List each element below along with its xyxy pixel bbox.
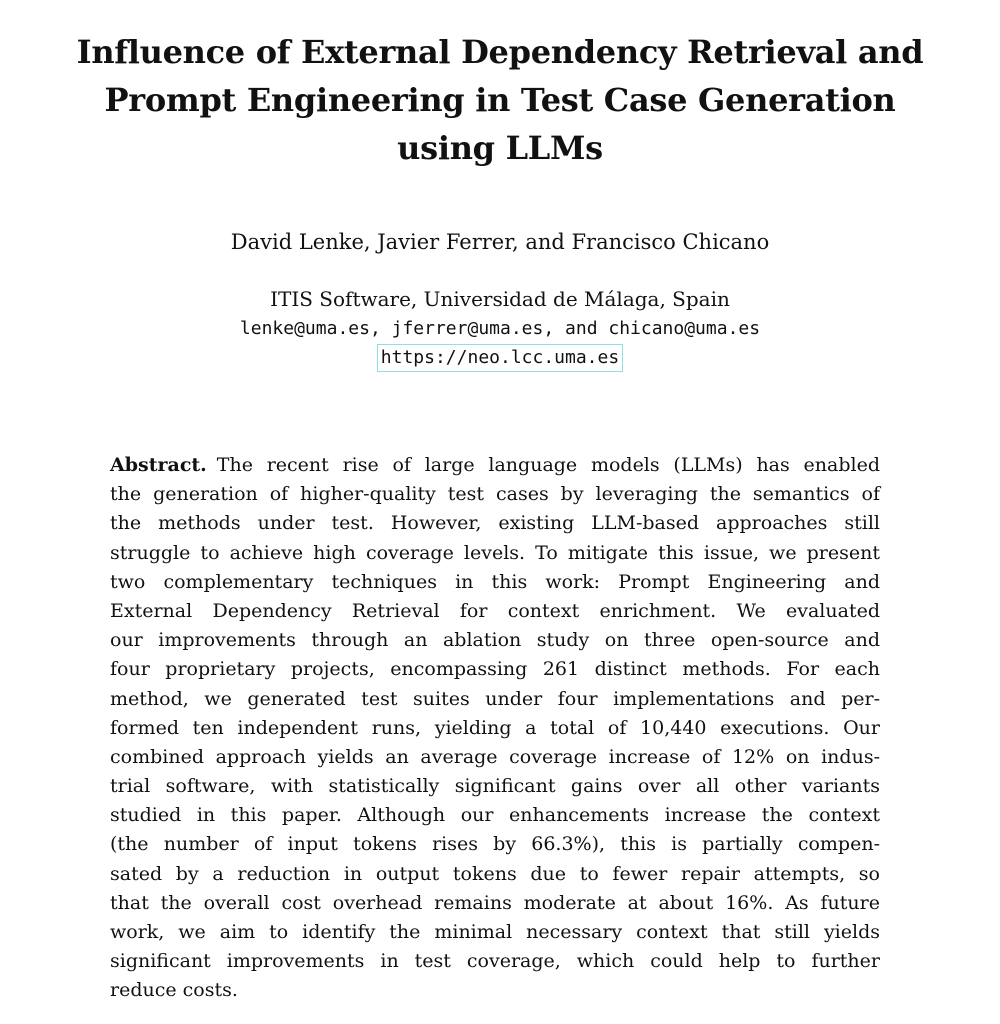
affiliation: ITIS Software, Universidad de Málaga, Spain bbox=[270, 287, 730, 311]
title-line-3: using LLMs bbox=[397, 129, 603, 167]
abstract-line: External Dependency Retrieval for context enrichment. We evaluated bbox=[110, 599, 880, 622]
abstract-line: formed ten independent runs, yielding a total of 10,440 executions. Our bbox=[110, 716, 880, 739]
abstract-line: work, we aim to identify the minimal necessary context that still yields bbox=[110, 921, 880, 943]
abstract-line: trial software, with statistically significant gains over all other variants bbox=[110, 775, 880, 798]
abstract-line: that the overall cost overhead remains moderate at about 16%. As future bbox=[110, 891, 880, 914]
abstract-line: (the number of input tokens rises by 66.3%), this is partially compen- bbox=[110, 833, 880, 856]
author-emails: lenke@uma.es, jferrer@uma.es, and chicano@uma.es bbox=[239, 318, 761, 339]
author-list: David Lenke, Javier Ferrer, and Francisco Chicano bbox=[230, 230, 770, 254]
url-container bbox=[0, 344, 1000, 372]
abstract-line: our improvements through an ablation study on three open-source and bbox=[110, 629, 880, 652]
abstract-line: significant improvements in test coverage, which could help to further bbox=[110, 950, 880, 973]
title-line-2: Prompt Engineering in Test Case Generation bbox=[104, 81, 896, 119]
abstract-line: the generation of higher-quality test cases by leveraging the semantics of bbox=[110, 483, 880, 506]
abstract-line: the methods under test. However, existing LLM-based approaches still bbox=[110, 512, 880, 535]
abstract-line: reduce costs. bbox=[110, 979, 238, 1002]
abstract-line: studied in this paper. Although our enhancements increase the context bbox=[110, 804, 880, 827]
abstract-line: struggle to achieve high coverage levels. To mitigate this issue, we present bbox=[110, 541, 880, 564]
abstract-label: Abstract. bbox=[110, 454, 207, 476]
website-link[interactable]: https://neo.lcc.uma.es bbox=[377, 344, 623, 372]
abstract-line bbox=[110, 451, 880, 480]
abstract-line: sated by a reduction in output tokens due to fewer repair attempts, so bbox=[110, 862, 880, 885]
abstract-line: two complementary techniques in this work: Prompt Engineering and bbox=[110, 570, 880, 593]
abstract-line-text: The recent rise of large language models (LLMs) has enabled bbox=[216, 454, 880, 476]
abstract-line: combined approach yields an average coverage increase of 12% on indus- bbox=[110, 745, 880, 768]
abstract bbox=[110, 451, 880, 1006]
abstract-line: four proprietary projects, encompassing 261 distinct methods. For each bbox=[110, 658, 880, 681]
title-line-1: Influence of External Dependency Retrieval and bbox=[76, 33, 924, 71]
abstract-line: method, we generated test suites under four implementations and per- bbox=[110, 687, 880, 710]
paper-title bbox=[20, 28, 980, 172]
